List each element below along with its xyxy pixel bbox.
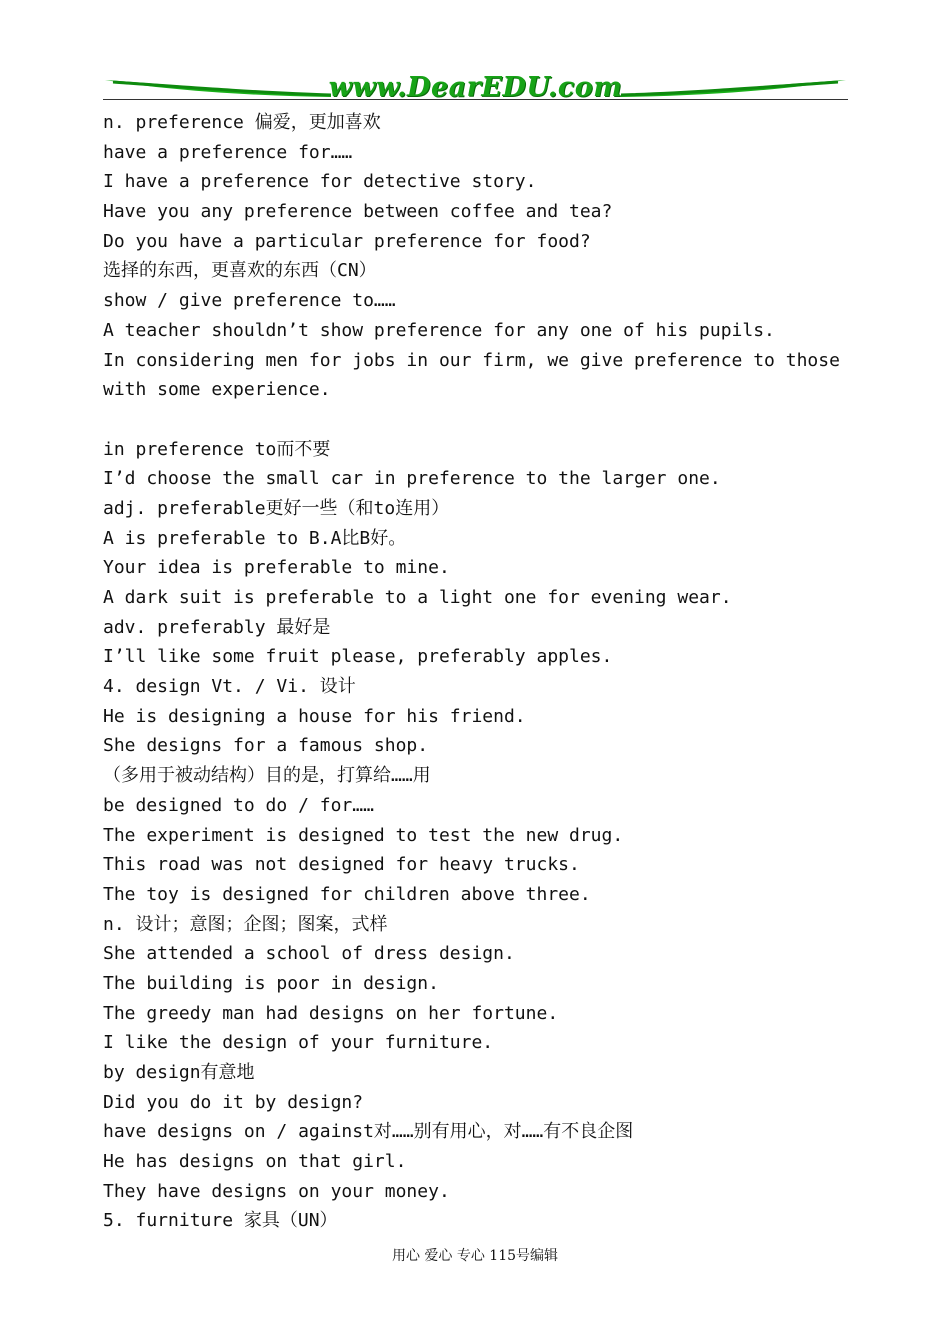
- text-line: （多用于被动结构）目的是，打算给……用: [103, 765, 431, 787]
- text-line: in preference to而不要: [103, 438, 331, 460]
- text-line: be designed to do / for……: [103, 794, 374, 816]
- text-line: show / give preference to……: [103, 290, 396, 312]
- text-line: The greedy man had designs on her fortune.: [103, 1002, 559, 1024]
- text-line: adj. preferable更好一些（和to连用）: [103, 497, 450, 519]
- text-line: I like the design of your furniture.: [103, 1032, 494, 1054]
- text-line: 5. furniture 家具（UN）: [103, 1210, 338, 1232]
- header-divider: [103, 99, 848, 100]
- text-line: I have a preference for detective story.: [103, 171, 537, 193]
- text-line: 选择的东西，更喜欢的东西（CN）: [103, 260, 377, 282]
- text-line: A dark suit is preferable to a light one for evening wear.: [103, 587, 732, 608]
- text-line: In considering men for jobs in our firm, we give preference to those: [103, 349, 840, 371]
- text-line: n. preference 偏爱，更加喜欢: [103, 112, 381, 133]
- text-line: Do you have a particular preference for food?: [103, 230, 591, 252]
- text-line: I’d choose the small car in preference to the larger one.: [103, 468, 721, 490]
- text-line: with some experience.: [103, 379, 331, 401]
- text-line: The building is poor in design.: [103, 972, 439, 994]
- text-line: have a preference for……: [103, 141, 353, 163]
- text-line: He has designs on that girl.: [103, 1151, 407, 1173]
- text-line: 4. design Vt. / Vi. 设计: [103, 676, 356, 698]
- text-line: adv. preferably 最好是: [103, 616, 331, 638]
- text-line: Did you do it by design?: [103, 1091, 364, 1113]
- text-line: She designs for a famous shop.: [103, 735, 429, 757]
- page-footer: 用心 爱心 专心 115号编辑: [391, 1248, 559, 1264]
- text-line: Have you any preference between coffee and tea?: [103, 201, 613, 223]
- text-line: have designs on / against对……别有用心，对……有不良企图: [103, 1121, 634, 1143]
- text-line: They have designs on your money.: [103, 1180, 450, 1202]
- document-body: [103, 108, 853, 1236]
- text-line: A teacher shouldn’t show preference for any one of his pupils.: [103, 319, 775, 341]
- text-line: She attended a school of dress design.: [103, 943, 515, 965]
- blank-line: [103, 405, 853, 435]
- site-logo-text: www.DearEDU.com: [328, 72, 623, 103]
- text-line: A is preferable to B.A比B好。: [103, 527, 407, 549]
- text-line: by design有意地: [103, 1062, 255, 1083]
- text-line: n. 设计；意图；企图；图案，式样: [103, 913, 388, 935]
- text-line: The experiment is designed to test the new drug.: [103, 824, 624, 846]
- text-line: This road was not designed for heavy trucks.: [103, 854, 580, 876]
- text-line: I’ll like some fruit please, preferably apples.: [103, 646, 613, 668]
- text-line: Your idea is preferable to mine.: [103, 557, 450, 579]
- text-line: The toy is designed for children above three.: [103, 883, 591, 905]
- text-line: He is designing a house for his friend.: [103, 705, 526, 727]
